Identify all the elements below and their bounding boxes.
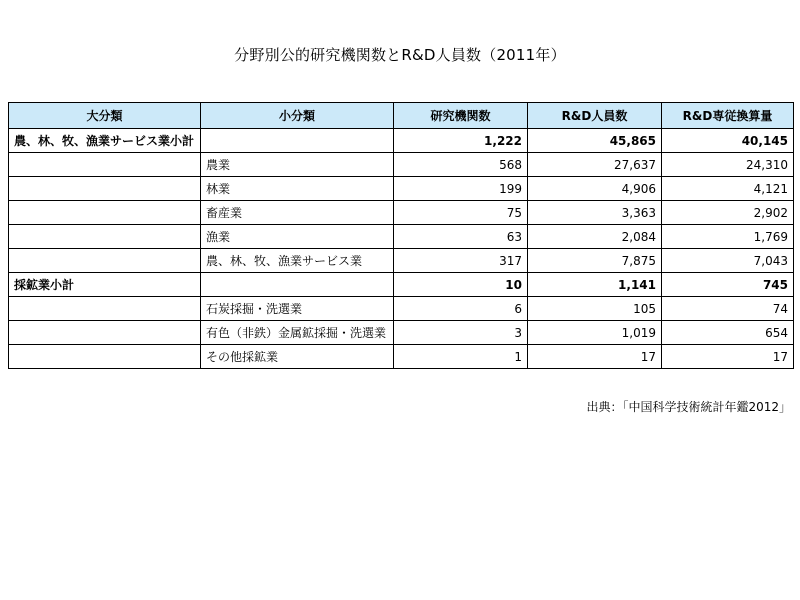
cell-rd-personnel: 105: [528, 297, 662, 321]
cell-minor-category: 林業: [201, 177, 394, 201]
cell-rd-personnel: 2,084: [528, 225, 662, 249]
cell-institution-count: 6: [394, 297, 528, 321]
header-minor-category: 小分類: [201, 103, 394, 129]
cell-rd-fte: 74: [662, 297, 794, 321]
cell-major-category: [9, 225, 201, 249]
header-rd-fte: R&D専従換算量: [662, 103, 794, 129]
cell-minor-category: 有色（非鉄）金属鉱採掘・洗選業: [201, 321, 394, 345]
header-institution-count: 研究機関数: [394, 103, 528, 129]
cell-rd-personnel: 27,637: [528, 153, 662, 177]
cell-rd-personnel: 17: [528, 345, 662, 369]
page-title: 分野別公的研究機関数とR&D人員数（2011年）: [234, 46, 566, 64]
cell-institution-count: 1,222: [394, 129, 528, 153]
cell-minor-category: 石炭採掘・洗選業: [201, 297, 394, 321]
cell-rd-fte: 24,310: [662, 153, 794, 177]
cell-rd-personnel: 7,875: [528, 249, 662, 273]
cell-rd-personnel: 4,906: [528, 177, 662, 201]
cell-rd-fte: 17: [662, 345, 794, 369]
cell-institution-count: 63: [394, 225, 528, 249]
cell-major-category: 採鉱業小計: [9, 273, 201, 297]
cell-institution-count: 10: [394, 273, 528, 297]
cell-minor-category: その他採鉱業: [201, 345, 394, 369]
cell-major-category: 農、林、牧、漁業サービス業小計: [9, 129, 201, 153]
cell-minor-category: 農業: [201, 153, 394, 177]
cell-rd-fte: 1,769: [662, 225, 794, 249]
table-row: [9, 297, 794, 321]
cell-rd-fte: 40,145: [662, 129, 794, 153]
table-row: [9, 177, 794, 201]
cell-minor-category: [201, 273, 394, 297]
cell-rd-personnel: 1,141: [528, 273, 662, 297]
header-rd-personnel: R&D人員数: [528, 103, 662, 129]
cell-major-category: [9, 201, 201, 225]
cell-major-category: [9, 345, 201, 369]
table-row: [9, 153, 794, 177]
table-row-subtotal: [9, 129, 794, 153]
cell-rd-fte: 4,121: [662, 177, 794, 201]
cell-major-category: [9, 297, 201, 321]
cell-institution-count: 199: [394, 177, 528, 201]
cell-minor-category: 漁業: [201, 225, 394, 249]
source-note: 出典：「中国科学技術統計年鑑2012」: [586, 400, 791, 414]
cell-major-category: [9, 321, 201, 345]
cell-institution-count: 317: [394, 249, 528, 273]
cell-rd-personnel: 1,019: [528, 321, 662, 345]
cell-rd-fte: 2,902: [662, 201, 794, 225]
cell-rd-fte: 654: [662, 321, 794, 345]
header-major-category: 大分類: [9, 103, 201, 129]
cell-major-category: [9, 249, 201, 273]
table-row: [9, 321, 794, 345]
table-row: [9, 249, 794, 273]
cell-institution-count: 75: [394, 201, 528, 225]
cell-minor-category: [201, 129, 394, 153]
table-row: [9, 345, 794, 369]
cell-institution-count: 1: [394, 345, 528, 369]
table-row-subtotal: [9, 273, 794, 297]
cell-institution-count: 3: [394, 321, 528, 345]
cell-minor-category: 農、林、牧、漁業サービス業: [201, 249, 394, 273]
data-table: [8, 102, 794, 369]
cell-rd-fte: 745: [662, 273, 794, 297]
table-header-row: [9, 103, 794, 129]
cell-major-category: [9, 153, 201, 177]
cell-rd-personnel: 45,865: [528, 129, 662, 153]
cell-institution-count: 568: [394, 153, 528, 177]
table-row: [9, 225, 794, 249]
cell-rd-personnel: 3,363: [528, 201, 662, 225]
cell-rd-fte: 7,043: [662, 249, 794, 273]
cell-major-category: [9, 177, 201, 201]
table-row: [9, 201, 794, 225]
cell-minor-category: 畜産業: [201, 201, 394, 225]
